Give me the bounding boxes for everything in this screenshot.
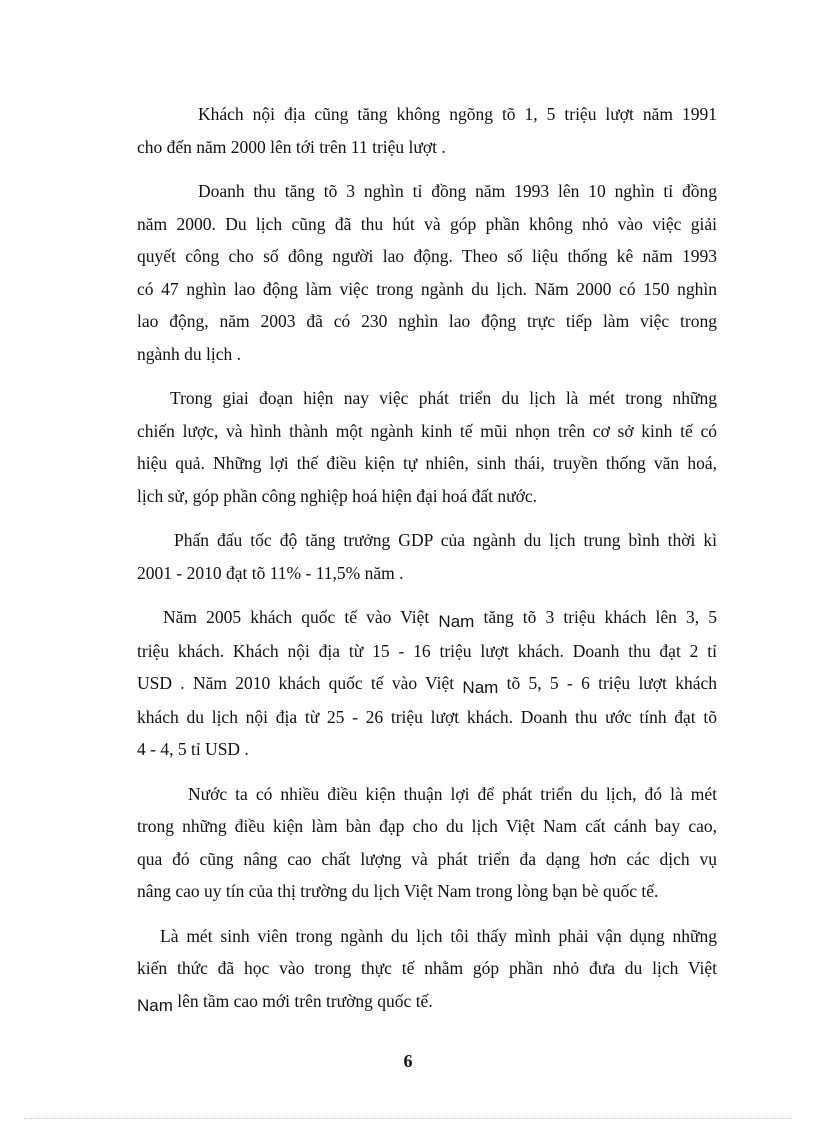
paragraph-1-cont [137, 131, 717, 164]
text-segment: lên tầm cao mới trên trường quốc tế. [172, 990, 433, 1011]
text-line: chiến lược, và hình thành một ngành kinh tế mũi nhọn trên cơ sở kinh tế có [137, 420, 717, 441]
text-line: lao động, năm 2003 đã có 230 nghìn lao động trực tiếp làm việc trong [137, 311, 717, 331]
text-line: nâng cao uy tín của thị trường du lịch Việt Nam trong lòng bạn bè quốc tế. [137, 881, 659, 901]
paragraph-1 [137, 98, 717, 131]
text-line: Là mét sinh viên trong ngành du lịch tôi thấy mình phải vận dụng những [160, 925, 717, 946]
page-number: 6 [403, 1051, 413, 1071]
text-segment-nam: Nam [462, 678, 499, 697]
text-segment-nam: Nam [438, 612, 475, 631]
text-line: lịch sử, góp phần công nghiệp hoá hiện đại hoá đất nước. [137, 485, 538, 506]
text-line [137, 667, 717, 701]
text-line: cho đến năm 2000 lên tới trên 11 triệu lượt . [137, 136, 446, 157]
text-line: triệu khách. Khách nội địa từ 15 - 16 triệu lượt khách. Doanh thu đạt 2 tỉ [137, 640, 717, 661]
paragraph-6-cont [137, 810, 717, 908]
text-line: kiến thức đã học vào trong thực tế nhằm góp phần nhỏ đưa du lịch Việt [137, 958, 717, 978]
paragraph-5-cont [137, 635, 717, 766]
paragraph-2 [137, 175, 717, 208]
paragraph-6 [137, 778, 717, 811]
text-line: qua đó cũng nâng cao chất lượng và phát triển đa dạng hơn các dịch vụ [137, 848, 717, 869]
text-line: có 47 nghìn lao động làm việc trong ngành du lịch. Năm 2000 có 150 nghìn [137, 278, 717, 299]
text-line: Trong giai đoạn hiện nay việc phát triển du lịch là mét trong những [170, 388, 717, 408]
text-line: Khách nội địa cũng tăng không ngõng tõ 1, 5 triệu lượt năm 1991 [198, 104, 717, 124]
text-line: Phấn đấu tốc độ tăng trưởng GDP của ngành du lịch trung bình thời kì [174, 530, 717, 550]
page-bottom-divider [24, 1118, 792, 1119]
paragraph-4 [137, 524, 717, 557]
text-line: khách du lịch nội địa từ 25 - 26 triệu lượt khách. Doanh thu ước tính đạt tõ [137, 706, 717, 727]
document-body [137, 98, 717, 1022]
text-line: ngành du lịch . [137, 343, 242, 364]
text-line [163, 601, 717, 635]
text-line [137, 985, 717, 1019]
paragraph-3-cont [137, 415, 717, 513]
text-line: trong những điều kiện làm bàn đạp cho du lịch Việt Nam cất cánh bay cao, [137, 816, 717, 836]
text-segment: Năm 2005 khách quốc tế vào Việt [163, 607, 439, 627]
paragraph-3 [137, 382, 717, 415]
paragraph-7-cont [137, 952, 717, 1018]
text-line: 4 - 4, 5 tỉ USD . [137, 739, 249, 759]
text-segment: tăng tõ 3 triệu khách lên 3, 5 [474, 607, 717, 627]
paragraph-2-cont [137, 208, 717, 371]
text-line: hiệu quả. Những lợi thế điều kiện tự nhiên, sinh thái, truyền thống văn hoá, [137, 453, 717, 473]
paragraph-5 [137, 601, 717, 635]
text-segment-nam: Nam [137, 995, 173, 1015]
text-segment: USD . Năm 2010 khách quốc tế vào Việt [137, 673, 463, 693]
paragraph-4-cont [137, 557, 717, 590]
text-line: năm 2000. Du lịch cũng đã thu hút và góp phần không nhỏ vào việc giải [137, 213, 717, 234]
text-line: 2001 - 2010 đạt tõ 11% - 11,5% năm . [137, 562, 404, 583]
text-line: Doanh thu tăng tõ 3 nghìn tỉ đồng năm 1993 lên 10 nghìn tỉ đồng [198, 181, 717, 201]
text-line: quyết công cho số đông người lao động. Theo số liệu thống kê năm 1993 [137, 246, 717, 266]
text-segment: tõ 5, 5 - 6 triệu lượt khách [498, 673, 717, 693]
text-line: Nước ta có nhiều điều kiện thuận lợi để phát triển du lịch, đó là mét [188, 783, 717, 804]
paragraph-7 [137, 920, 717, 953]
